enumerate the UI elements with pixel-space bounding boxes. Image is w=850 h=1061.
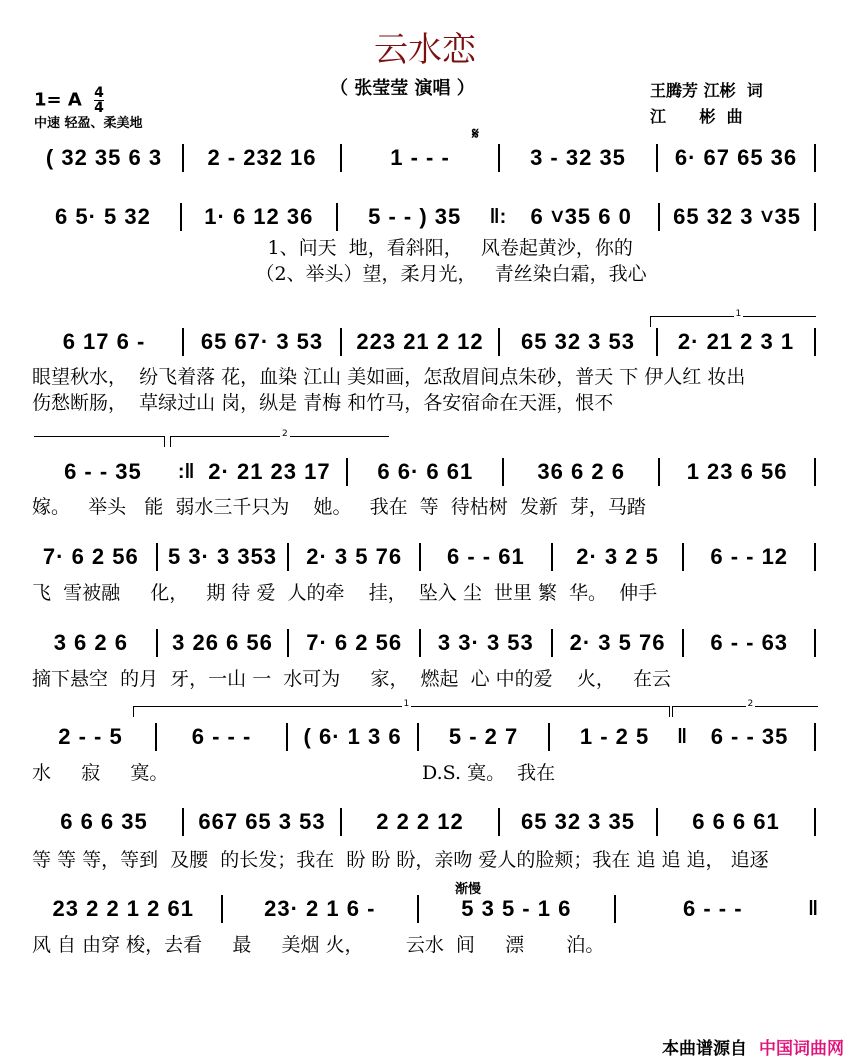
measure: 2 - 232 16: [207, 145, 317, 170]
barline: [182, 144, 184, 172]
measure: 6 ˅35 6 0: [530, 204, 632, 229]
ritardando-marking: 渐慢: [455, 882, 482, 897]
measure: 5 3 5 - 1 6: [461, 896, 572, 921]
volta-second: 2: [672, 706, 818, 717]
volta-second: 2: [170, 436, 389, 447]
barline: [156, 629, 158, 657]
segno-icon: 𝄋: [472, 124, 479, 143]
lyric-line: 嫁。 举头 能 弱水三千只为 她。 我在 等 待枯树 发新 芽，马踏: [32, 496, 646, 518]
notation-line: [30, 327, 820, 357]
measure: 2· 3 5 76: [569, 630, 666, 655]
measure: 223 21 2 12: [356, 329, 484, 354]
measure: 6 5· 5 32: [55, 204, 151, 229]
barline: [814, 328, 816, 356]
measure: 36 6 2 6: [537, 459, 625, 484]
lyric-line: 风 自 由穿 梭，去看 最 美烟 火， 云水 间 漂 泊。: [32, 934, 605, 956]
barline: [498, 328, 500, 356]
measure: 1· 6 12 36: [204, 204, 314, 229]
barline: [182, 808, 184, 836]
measure: 2· 3 2 5: [576, 544, 659, 569]
measure: 5 3· 3 353: [167, 544, 278, 569]
barline: [551, 629, 553, 657]
measure: 3 - 32 35: [530, 145, 626, 170]
barline: [498, 808, 500, 836]
measure: 1 - - -: [390, 145, 450, 170]
repeat-barline: :‖: [177, 460, 195, 483]
time-signature: $\frac{4}{4}$: [94, 85, 104, 116]
measure: 6 6 6 61: [692, 809, 780, 834]
song-title: 云水恋: [374, 30, 476, 70]
measure: 2· 3 5 76: [306, 544, 403, 569]
barline: [336, 203, 338, 231]
notation-line: [30, 722, 820, 752]
measure: 3 26 6 56: [172, 630, 273, 655]
barline: [287, 543, 289, 571]
barline: [814, 629, 816, 657]
measure: 6 6 6 35: [60, 809, 148, 834]
measure: 2 2 2 12: [376, 809, 464, 834]
measure: 6 17 6 -: [62, 329, 146, 354]
measure: 65 32 3 ˅35: [673, 204, 801, 229]
measure: 65 32 3 35: [521, 809, 635, 834]
measure: 65 67· 3 53: [200, 329, 324, 354]
tempo-marking: 中速 轻盈、柔美地: [34, 116, 143, 131]
measure: ( 6· 1 3 6: [303, 724, 402, 749]
source-label: 本曲谱源自: [662, 1039, 747, 1059]
barline: [286, 723, 288, 751]
barline: [419, 543, 421, 571]
measure: 2 - - 5: [58, 724, 123, 749]
notation-line: [30, 807, 820, 837]
measure: 6 - - 12: [710, 544, 789, 569]
lyric-line: 水 寂 寞。 D.S. 寞。 我在: [32, 762, 556, 784]
measure: 5 - 2 7: [448, 724, 519, 749]
composer-credit: 江 彬 曲: [650, 107, 743, 126]
barline: [548, 723, 550, 751]
barline: [417, 895, 419, 923]
lyric-line: 等 等 等，等到 及腰 的长发；我在 盼 盼 盼，亲吻 爱人的脸颊；我在 追 追 追， 追逐: [32, 849, 769, 871]
measure: 23· 2 1 6 -: [264, 896, 376, 921]
key-signature: [34, 86, 104, 115]
barline: [656, 328, 658, 356]
measure: 6 6· 6 61: [377, 459, 474, 484]
singer-credit: （ 张莹莹 演唱 ）: [330, 78, 475, 99]
lyric-line: 摘下悬空 的月 牙，一山 一 水可为 家， 燃起 心 中的爱 火， 在云: [32, 668, 671, 690]
barline: [155, 723, 157, 751]
barline: [502, 458, 504, 486]
measure: 667 65 3 53: [198, 809, 326, 834]
measure: 6 - - -: [191, 724, 252, 749]
source-footer: [662, 1034, 844, 1059]
notation-line: [30, 894, 820, 924]
measure: 7· 6 2 56: [42, 544, 139, 569]
site-logo[interactable]: 中国词曲网: [759, 1039, 844, 1059]
barline: [814, 543, 816, 571]
barline: [814, 723, 816, 751]
measure: 1 23 6 56: [686, 459, 788, 484]
barline: [340, 808, 342, 836]
barline: [814, 458, 816, 486]
barline: [658, 203, 660, 231]
measure: 3 6 2 6: [53, 630, 128, 655]
barline: [180, 203, 182, 231]
barline: [656, 808, 658, 836]
barline: [340, 144, 342, 172]
key-label: 1= A: [34, 89, 82, 111]
notation-line: [30, 457, 820, 487]
notation-line: [30, 542, 820, 572]
barline: [346, 458, 348, 486]
volta-first-end: [34, 436, 165, 447]
lyric-line: 眼望秋水， 纷飞着落 花，血染 江山 美如画，怎敌眉间点朱砂，普天 下 伊人红 妆出: [32, 366, 746, 388]
barline: [814, 808, 816, 836]
notation-line: [30, 143, 820, 173]
barline: [814, 203, 816, 231]
volta-first: 1: [650, 316, 816, 327]
lyric-line: 飞 雪被融 化， 期 待 爱 人的牵 挂， 坠入 尘 世里 繁 华。 伸手: [32, 582, 658, 604]
measure: 2· 21 2 3 1: [677, 329, 795, 354]
barline: [182, 328, 184, 356]
measure: 23 2 2 1 2 61: [52, 896, 194, 921]
barline: [682, 543, 684, 571]
notation-line: [30, 628, 820, 658]
barline: [287, 629, 289, 657]
measure: 6 - - 63: [710, 630, 789, 655]
barline: [656, 144, 658, 172]
measure: 6 - - 35: [64, 459, 142, 484]
lyric-line: 伤愁断肠， 草绿过山 岗，纵是 青梅 和竹马，各安宿命在天涯，恨不: [32, 392, 614, 414]
barline: [417, 723, 419, 751]
barline: [614, 895, 616, 923]
repeat-barline: ‖: [677, 725, 688, 748]
repeat-barline: ‖: [808, 897, 819, 920]
barline: [682, 629, 684, 657]
barline: [419, 629, 421, 657]
barline: [551, 543, 553, 571]
measure: ( 32 35 6 3: [45, 145, 163, 170]
barline: [221, 895, 223, 923]
notation-line: [30, 202, 820, 232]
volta-first: 1: [133, 706, 670, 717]
lyric-line: （2、举头）望，柔月光， 青丝染白霜，我心: [32, 263, 647, 285]
barline: [498, 144, 500, 172]
barline: [340, 328, 342, 356]
measure: 6 - - 61: [447, 544, 525, 569]
lyricist-credit: 王腾芳 江彬 词: [650, 81, 763, 100]
barline: [814, 144, 816, 172]
repeat-barline: ‖:: [489, 205, 507, 228]
measure: 7· 6 2 56: [306, 630, 403, 655]
measure: 5 - - ) 35: [368, 204, 462, 229]
measure: 6· 67 65 36: [674, 145, 798, 170]
measure: 3 3· 3 53: [437, 630, 534, 655]
measure: 65 32 3 53: [521, 329, 635, 354]
barline: [658, 458, 660, 486]
measure: 1 - 2 5: [579, 724, 650, 749]
lyric-line: 1、问天 地，看斜阳， 风卷起黄沙，你的: [32, 237, 633, 259]
measure: 6 - - -: [683, 896, 743, 921]
barline: [156, 543, 158, 571]
measure: 6 - - 35: [710, 724, 789, 749]
measure: 2· 21 23 17: [208, 459, 331, 484]
